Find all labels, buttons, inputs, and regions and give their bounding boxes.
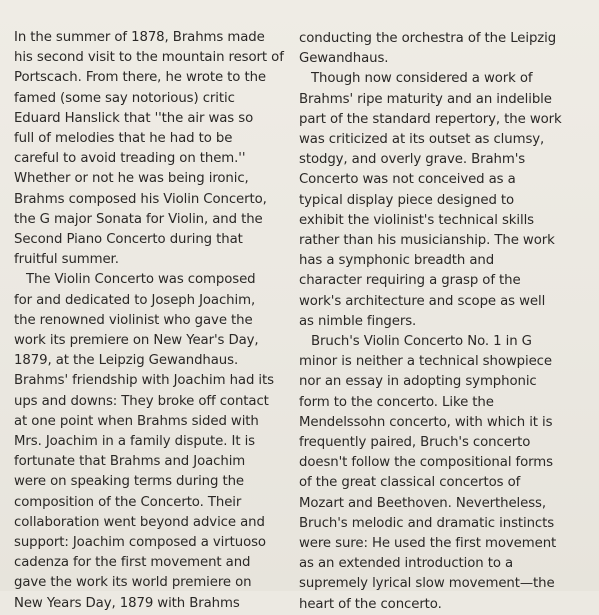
text-line: Mendelssohn concerto, with which it is	[299, 414, 553, 430]
text-line: Brahms' ripe maturity and an indelible	[299, 91, 552, 107]
text-line: conducting the orchestra of the Leipzig	[299, 31, 557, 46]
text-line: New Years Day, 1879 with Brahms	[14, 595, 240, 611]
text-line: fortunate that Brahms and Joachim	[14, 454, 246, 470]
left-text-column	[14, 28, 304, 614]
text-line: work its premiere on New Year's Day,	[14, 333, 259, 349]
text-line: Whether or not he was being ironic,	[14, 171, 249, 187]
text-line: cadenza for the first movement and	[14, 555, 251, 571]
text-line: Bruch's melodic and dramatic instincts	[299, 515, 555, 531]
text-line: doesn't follow the compositional forms	[299, 455, 553, 471]
text-line: 1879, at the Leipzig Gewandhaus.	[14, 353, 239, 369]
text-line: Eduard Hanslick that ''the air was so	[14, 110, 254, 126]
text-line: nor an essay in adopting symphonic	[299, 374, 537, 390]
text-line: heart of the concerto.	[299, 596, 442, 612]
text-line: has a symphonic breadth and	[299, 253, 495, 269]
paragraph-start-line: Though now considered a work of	[311, 71, 533, 87]
text-line: Second Piano Concerto during that	[14, 232, 243, 248]
text-line: frequently paired, Bruch's concerto	[299, 435, 531, 451]
text-line: were on speaking terms during the	[14, 474, 244, 490]
text-line: were sure: He used the first movement	[299, 536, 557, 552]
text-line: form to the concerto. Like the	[299, 394, 494, 410]
text-line: work's architecture and scope as well	[299, 293, 546, 309]
text-line: careful to avoid treading on them.''	[14, 151, 246, 167]
text-line: ups and downs: They broke off contact	[14, 393, 269, 409]
text-line: stodgy, and overly grave. Brahm's	[299, 152, 526, 168]
text-line: of the great classical concertos of	[299, 475, 521, 491]
text-line: his second visit to the mountain resort of	[14, 50, 284, 66]
text-line: In the summer of 1878, Brahms made	[14, 30, 265, 45]
text-line: full of melodies that he had to be	[14, 131, 233, 147]
text-line: character requiring a grasp of the	[299, 273, 521, 289]
text-line: at one point when Brahms sided with	[14, 413, 259, 429]
text-line: composition of the Concerto. Their	[14, 494, 242, 510]
text-line: exhibit the violinist's technical skills	[299, 212, 534, 228]
text-line: Brahms composed his Violin Concerto,	[14, 191, 267, 207]
text-line: Brahms' friendship with Joachim had its	[14, 373, 274, 389]
text-line: part of the standard repertory, the work	[299, 111, 562, 127]
text-line: Portscach. From there, he wrote to the	[14, 70, 266, 86]
text-line: support: Joachim composed a virtuoso	[14, 535, 266, 551]
text-line: the renowned violinist who gave the	[14, 312, 253, 328]
text-line: supremely lyrical slow movement—the	[299, 576, 555, 592]
paragraph-start-line: The Violin Concerto was composed	[26, 272, 256, 288]
text-line: Mrs. Joachim in a family dispute. It is	[14, 434, 255, 450]
text-line: famed (some say notorious) critic	[14, 90, 235, 106]
paragraph-start-line: Bruch's Violin Concerto No. 1 in G	[311, 334, 532, 350]
text-line: for and dedicated to Joseph Joachim,	[14, 292, 256, 308]
text-line: Mozart and Beethoven. Nevertheless,	[299, 495, 546, 511]
text-line: minor is neither a technical showpiece	[299, 354, 552, 370]
text-line: Gewandhaus.	[299, 51, 389, 67]
text-line: Concerto was not conceived as a	[299, 172, 516, 188]
right-text-column	[299, 29, 589, 615]
text-line: as nimble fingers.	[299, 313, 417, 329]
text-line: as an extended introduction to a	[299, 556, 514, 572]
text-line: was criticized at its outset as clumsy,	[299, 132, 545, 148]
text-line: gave the work its world premiere on	[14, 575, 252, 591]
text-line: the G major Sonata for Violin, and the	[14, 211, 263, 227]
text-line: rather than his musicianship. The work	[299, 233, 555, 249]
text-line: typical display piece designed to	[299, 192, 515, 208]
text-line: fruitful summer.	[14, 252, 119, 268]
text-line: collaboration went beyond advice and	[14, 514, 265, 530]
